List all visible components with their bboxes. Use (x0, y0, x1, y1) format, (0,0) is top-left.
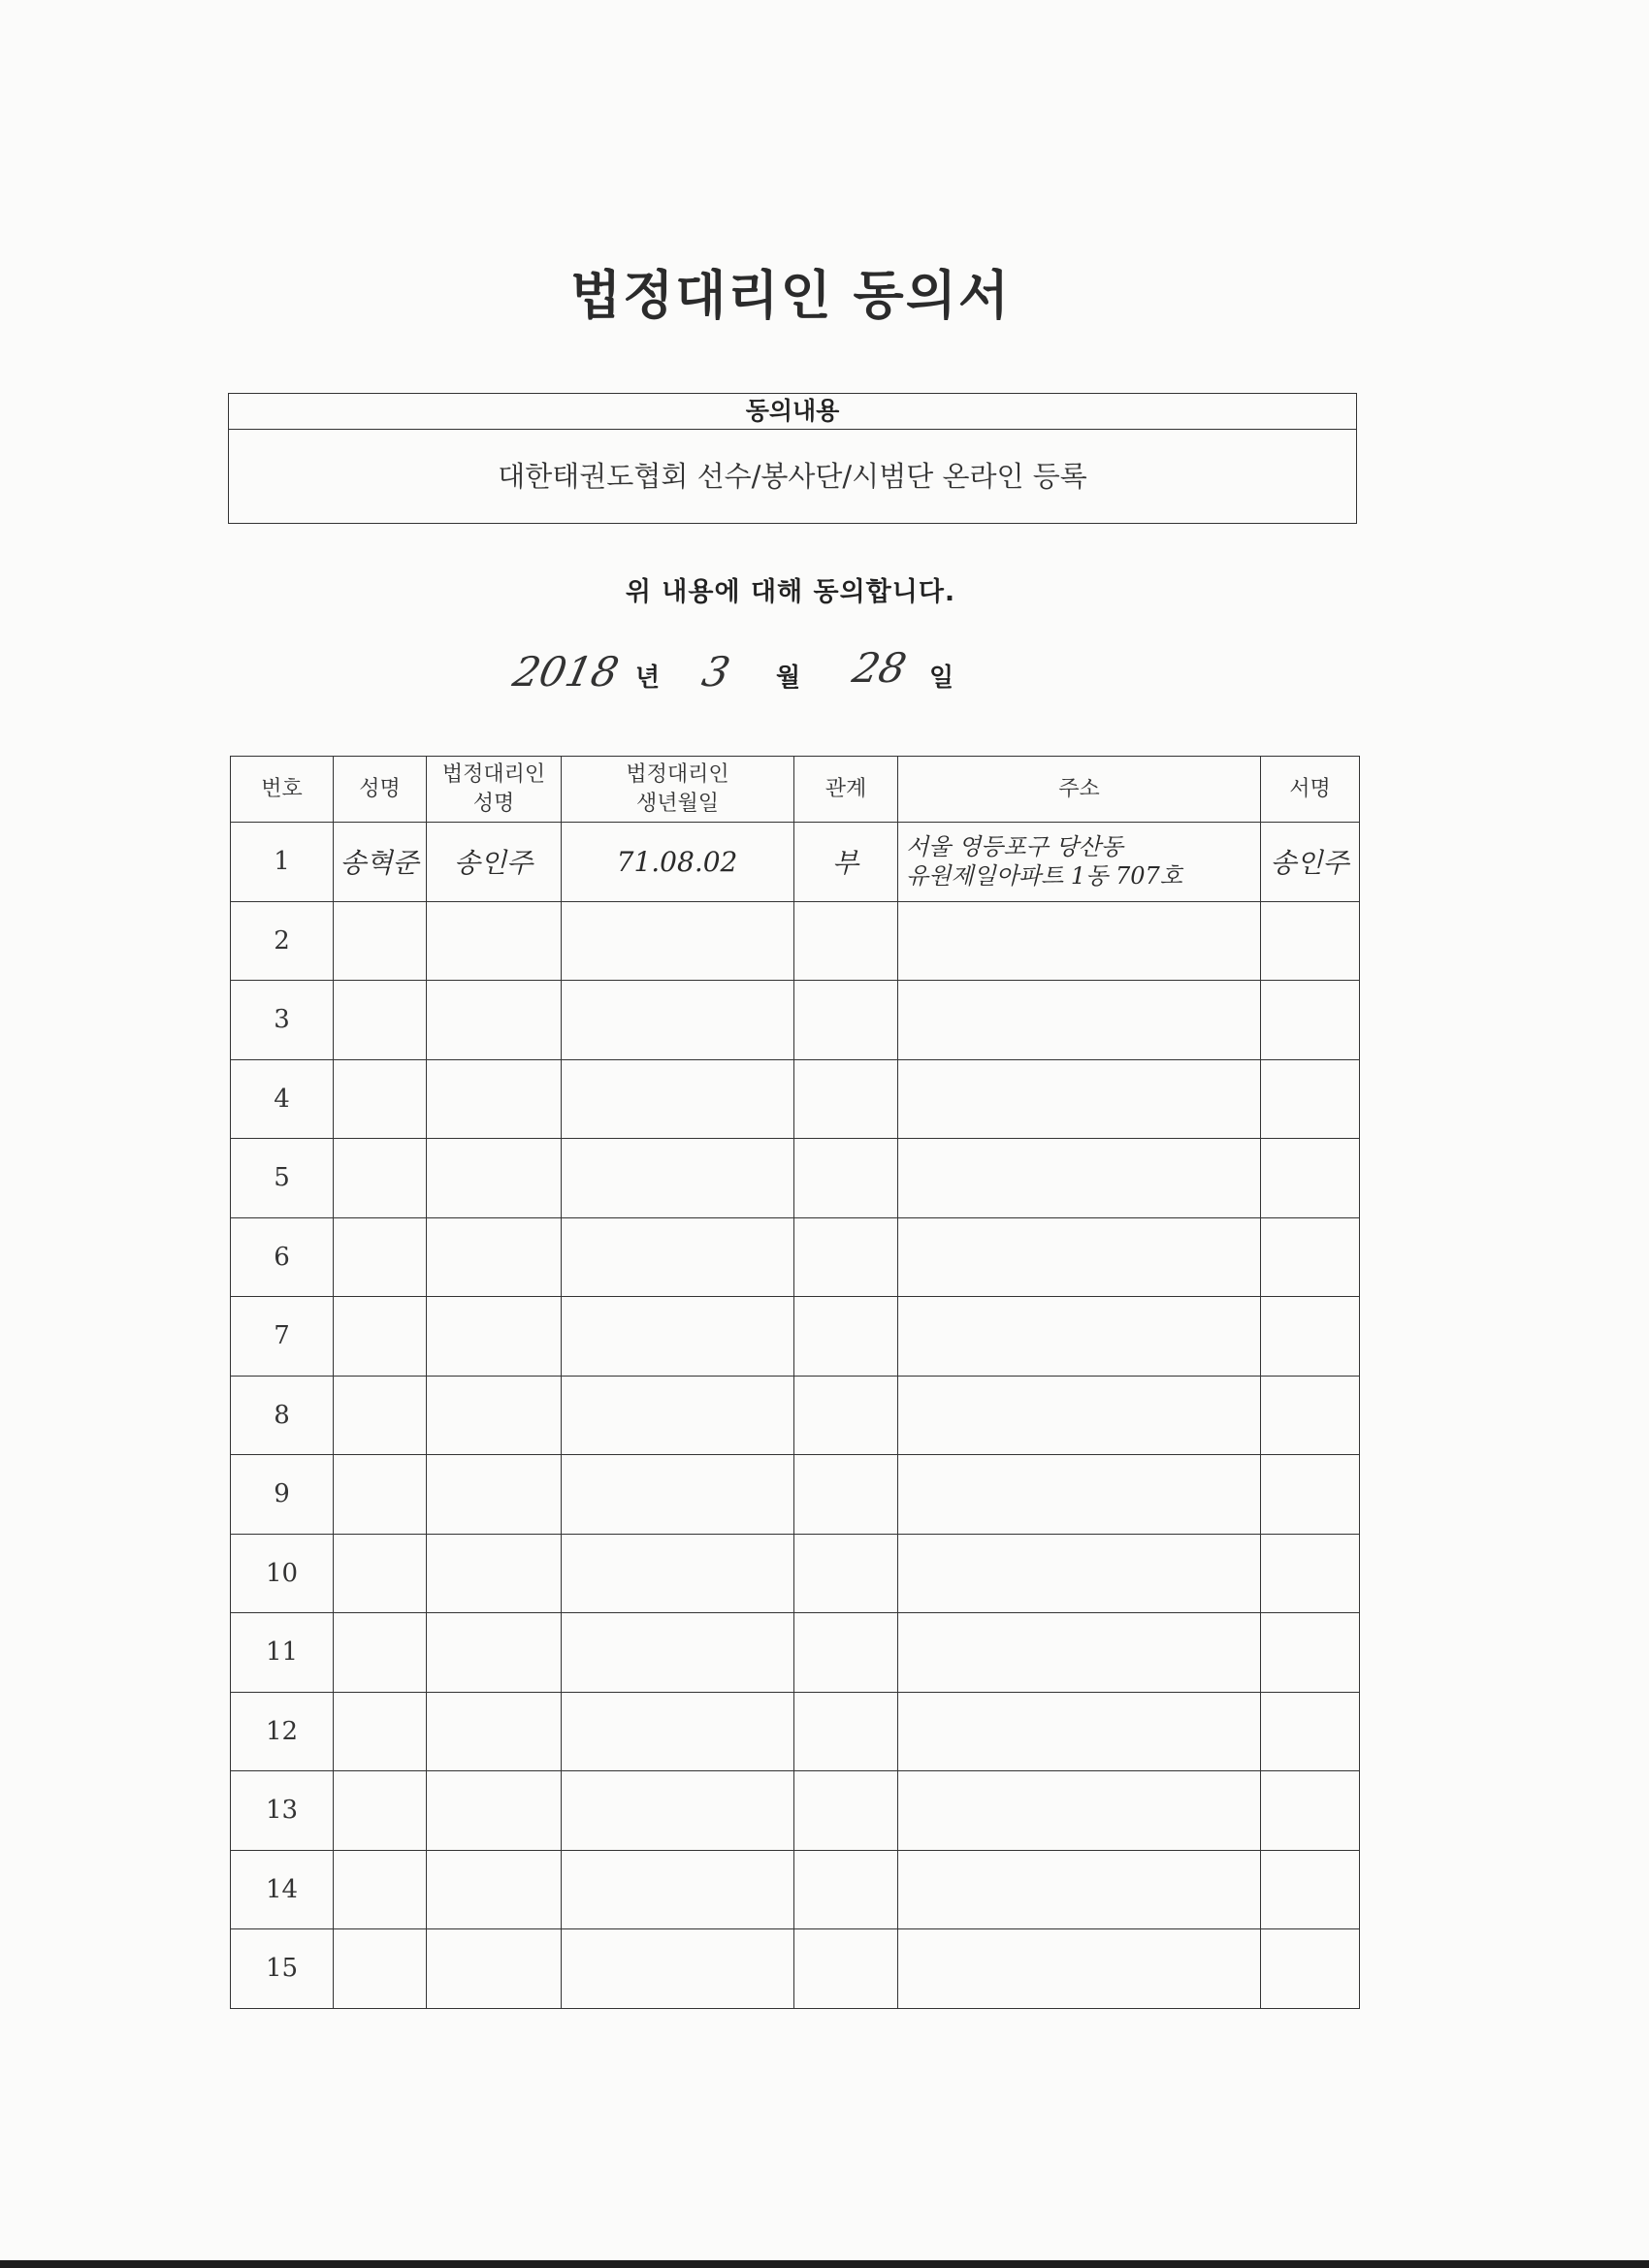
table-row (231, 981, 1360, 1060)
row-number: 11 (231, 1613, 334, 1693)
guardian-birth-cell (562, 901, 794, 981)
guardian-birth-cell (562, 1534, 794, 1613)
scan-edge (0, 2260, 1649, 2268)
relation-cell (794, 1534, 898, 1613)
signature-cell: 송인주 (1261, 823, 1360, 902)
table-row (231, 901, 1360, 981)
guardian-name-cell (427, 1850, 562, 1929)
table-row (231, 1139, 1360, 1218)
guardian-birth-cell: 71.08.02 (562, 823, 794, 902)
signature-cell (1261, 1534, 1360, 1613)
row-number: 7 (231, 1297, 334, 1377)
row-number: 13 (231, 1771, 334, 1851)
address-cell (898, 1613, 1261, 1693)
guardian-birth-cell (562, 1455, 794, 1535)
participant-name-cell (334, 1376, 427, 1455)
address-cell (898, 823, 1261, 902)
address-cell (898, 1376, 1261, 1455)
header-guardian-birth-line2: 생년월일 (635, 791, 719, 816)
participant-name-cell (334, 981, 427, 1060)
table-row (231, 1534, 1360, 1613)
agreement-statement: 위 내용에 대해 동의합니다. (625, 577, 956, 607)
header-relation: 관계 (794, 757, 898, 823)
header-guardian-name-line1: 법정대리인 (441, 761, 546, 787)
participant-name-cell (334, 1455, 427, 1535)
signature-cell (1261, 1929, 1360, 2009)
table-header-row (231, 757, 1360, 823)
participant-name-cell (334, 1929, 427, 2009)
relation-cell (794, 1692, 898, 1771)
address-cell (898, 1139, 1261, 1218)
table-row (231, 1376, 1360, 1455)
address-cell (898, 1929, 1261, 2009)
participant-name-cell (334, 1059, 427, 1139)
relation-cell (794, 1613, 898, 1693)
participant-name-cell (334, 1297, 427, 1377)
participant-name-cell (334, 1613, 427, 1693)
participant-name-cell (334, 1850, 427, 1929)
address-cell (898, 1850, 1261, 1929)
header-address: 주소 (898, 757, 1261, 823)
guardian-name-cell (427, 1534, 562, 1613)
document-title: 법정대리인 동의서 (569, 265, 1012, 326)
relation-cell (794, 901, 898, 981)
header-no: 번호 (231, 757, 334, 823)
date-day-unit: 일 (929, 664, 954, 693)
row-number: 6 (231, 1217, 334, 1297)
signature-cell (1261, 1613, 1360, 1693)
address-line-2: 유원제일아파트 1동 707호 (906, 862, 1182, 891)
relation-cell (794, 1929, 898, 2009)
row-number: 14 (231, 1850, 334, 1929)
row-number: 10 (231, 1534, 334, 1613)
address-cell (898, 1455, 1261, 1535)
participant-name-cell (334, 901, 427, 981)
guardian-name-cell (427, 1297, 562, 1377)
address-cell (898, 1059, 1261, 1139)
row-number: 5 (231, 1139, 334, 1218)
consent-box (228, 393, 1357, 524)
table-row (231, 823, 1360, 902)
row-number: 2 (231, 901, 334, 981)
guardian-name-cell (427, 1771, 562, 1851)
consent-header: 동의내용 (229, 394, 1356, 430)
guardian-birth-cell (562, 1850, 794, 1929)
guardian-birth-cell (562, 981, 794, 1060)
header-guardian-name-line2: 성명 (472, 791, 515, 816)
header-guardian-birth-line1: 법정대리인 (626, 761, 729, 787)
signature-cell (1261, 1297, 1360, 1377)
guardian-name-cell (427, 1139, 562, 1218)
address-cell (898, 1217, 1261, 1297)
table-row (231, 1613, 1360, 1693)
guardian-birth-cell (562, 1297, 794, 1377)
guardian-name-cell (427, 981, 562, 1060)
guardian-name-cell (427, 1059, 562, 1139)
address-cell (898, 1297, 1261, 1377)
row-number: 9 (231, 1455, 334, 1535)
participant-name-cell (334, 1692, 427, 1771)
table-row (231, 1217, 1360, 1297)
guardian-name-cell: 송인주 (427, 823, 562, 902)
date-year: 2018 (508, 648, 624, 696)
table-row (231, 1850, 1360, 1929)
signature-cell (1261, 1692, 1360, 1771)
relation-cell (794, 1059, 898, 1139)
date-month-unit: 월 (776, 664, 801, 693)
relation-cell (794, 1217, 898, 1297)
signature-cell (1261, 901, 1360, 981)
date-day: 28 (848, 644, 911, 692)
table-row (231, 1692, 1360, 1771)
guardian-name-cell (427, 1929, 562, 2009)
guardian-name-cell (427, 1613, 562, 1693)
table-row (231, 1297, 1360, 1377)
guardian-name-cell (427, 1217, 562, 1297)
date-line (0, 644, 1649, 706)
header-guardian-name (427, 757, 562, 823)
guardian-birth-cell (562, 1692, 794, 1771)
row-number: 12 (231, 1692, 334, 1771)
participant-name-cell (334, 1771, 427, 1851)
guardian-birth-cell (562, 1059, 794, 1139)
guardian-birth-cell (562, 1217, 794, 1297)
guardian-name-cell (427, 1692, 562, 1771)
relation-cell: 부 (794, 823, 898, 902)
table-row (231, 1771, 1360, 1851)
relation-cell (794, 1376, 898, 1455)
guardian-birth-cell (562, 1613, 794, 1693)
address-cell (898, 1534, 1261, 1613)
signature-cell (1261, 1217, 1360, 1297)
header-signature: 서명 (1261, 757, 1360, 823)
participant-name-cell: 송혁준 (334, 823, 427, 902)
guardian-birth-cell (562, 1376, 794, 1455)
address-cell (898, 981, 1261, 1060)
row-number: 8 (231, 1376, 334, 1455)
consent-content: 대한태권도협회 선수/봉사단/시범단 온라인 등록 (498, 460, 1087, 493)
relation-cell (794, 981, 898, 1060)
address-line-1: 서울 영등포구 당산동 (906, 833, 1123, 861)
address-cell (898, 1692, 1261, 1771)
signature-cell (1261, 1455, 1360, 1535)
guardian-table (230, 756, 1360, 2009)
signature-cell (1261, 1850, 1360, 1929)
guardian-name-cell (427, 1455, 562, 1535)
table-row (231, 1929, 1360, 2009)
date-month: 3 (697, 648, 734, 696)
guardian-birth-cell (562, 1771, 794, 1851)
signature-cell (1261, 1059, 1360, 1139)
relation-cell (794, 1139, 898, 1218)
participant-name-cell (334, 1217, 427, 1297)
row-number: 15 (231, 1929, 334, 2009)
guardian-birth-cell (562, 1139, 794, 1218)
signature-cell (1261, 1376, 1360, 1455)
table-row (231, 1059, 1360, 1139)
signature-cell (1261, 1139, 1360, 1218)
relation-cell (794, 1850, 898, 1929)
relation-cell (794, 1297, 898, 1377)
header-guardian-birth (562, 757, 794, 823)
address-cell (898, 901, 1261, 981)
guardian-name-cell (427, 1376, 562, 1455)
guardian-birth-cell (562, 1929, 794, 2009)
header-name: 성명 (334, 757, 427, 823)
date-year-unit: 년 (635, 664, 661, 693)
table-row (231, 1455, 1360, 1535)
row-number: 3 (231, 981, 334, 1060)
row-number: 4 (231, 1059, 334, 1139)
signature-cell (1261, 981, 1360, 1060)
participant-name-cell (334, 1139, 427, 1218)
address-cell (898, 1771, 1261, 1851)
participant-name-cell (334, 1534, 427, 1613)
relation-cell (794, 1771, 898, 1851)
row-number: 1 (231, 823, 334, 902)
relation-cell (794, 1455, 898, 1535)
guardian-name-cell (427, 901, 562, 981)
signature-cell (1261, 1771, 1360, 1851)
